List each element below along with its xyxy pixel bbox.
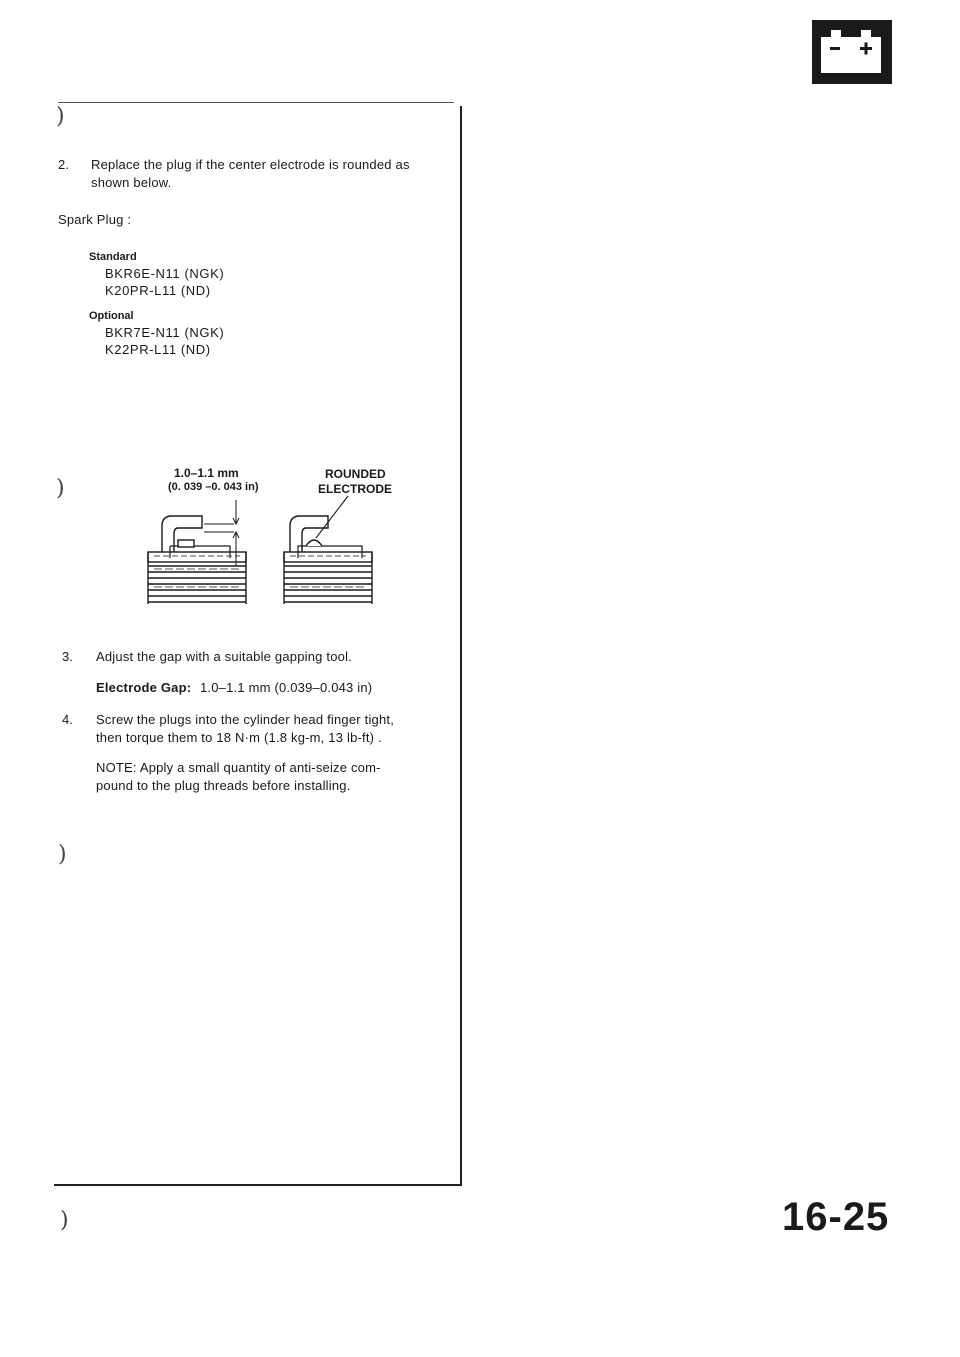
step-text: Replace the plug if the center electrode is rounded as (91, 157, 410, 172)
gap-dimension-mm: 1.0–1.1 mm (174, 466, 239, 480)
spec-heading: Spark Plug : (58, 212, 132, 227)
step-number: 4. (62, 712, 74, 727)
step-number: 2. (58, 157, 70, 172)
optional-item: BKR7E-N11 (NGK) (105, 325, 225, 340)
step-number: 3. (62, 649, 74, 664)
electrode-gap-value: 1.0–1.1 mm (0.039–0.043 in) (200, 680, 373, 695)
battery-icon (812, 20, 892, 84)
standard-item: BKR6E-N11 (NGK) (105, 266, 225, 281)
page-number: 16-25 (782, 1195, 890, 1239)
rounded-electrode-label: ROUNDED (325, 467, 386, 481)
note-text: NOTE: Apply a small quantity of anti-seize com- (96, 760, 381, 775)
standard-item: K20PR-L11 (ND) (105, 283, 211, 298)
binding-mark: ) (58, 842, 67, 867)
note-text: pound to the plug threads before installing. (96, 778, 351, 793)
step-text: then torque them to 18 N·m (1.8 kg-m, 13 lb-ft) . (96, 730, 382, 745)
optional-label: Optional (89, 310, 134, 322)
rounded-plug-icon (284, 496, 372, 604)
bottom-rule (54, 1184, 462, 1186)
normal-plug-icon (148, 500, 246, 604)
binding-mark: ) (60, 1208, 69, 1233)
step-text: Adjust the gap with a suitable gapping tool. (96, 649, 352, 664)
step-text: shown below. (91, 175, 172, 190)
top-rule (58, 102, 454, 103)
content-frame-right (460, 106, 462, 1184)
rounded-electrode-label: ELECTRODE (318, 482, 393, 496)
binding-mark: ) (56, 104, 65, 129)
binding-mark: ) (56, 476, 65, 501)
step-text: Screw the plugs into the cylinder head finger tight, (96, 712, 395, 727)
optional-item: K22PR-L11 (ND) (105, 342, 211, 357)
spark-plug-diagram (140, 494, 390, 618)
standard-label: Standard (89, 251, 137, 263)
electrode-gap-label: Electrode Gap: (96, 680, 192, 695)
gap-dimension-in: (0. 039 –0. 043 in) (168, 481, 259, 493)
